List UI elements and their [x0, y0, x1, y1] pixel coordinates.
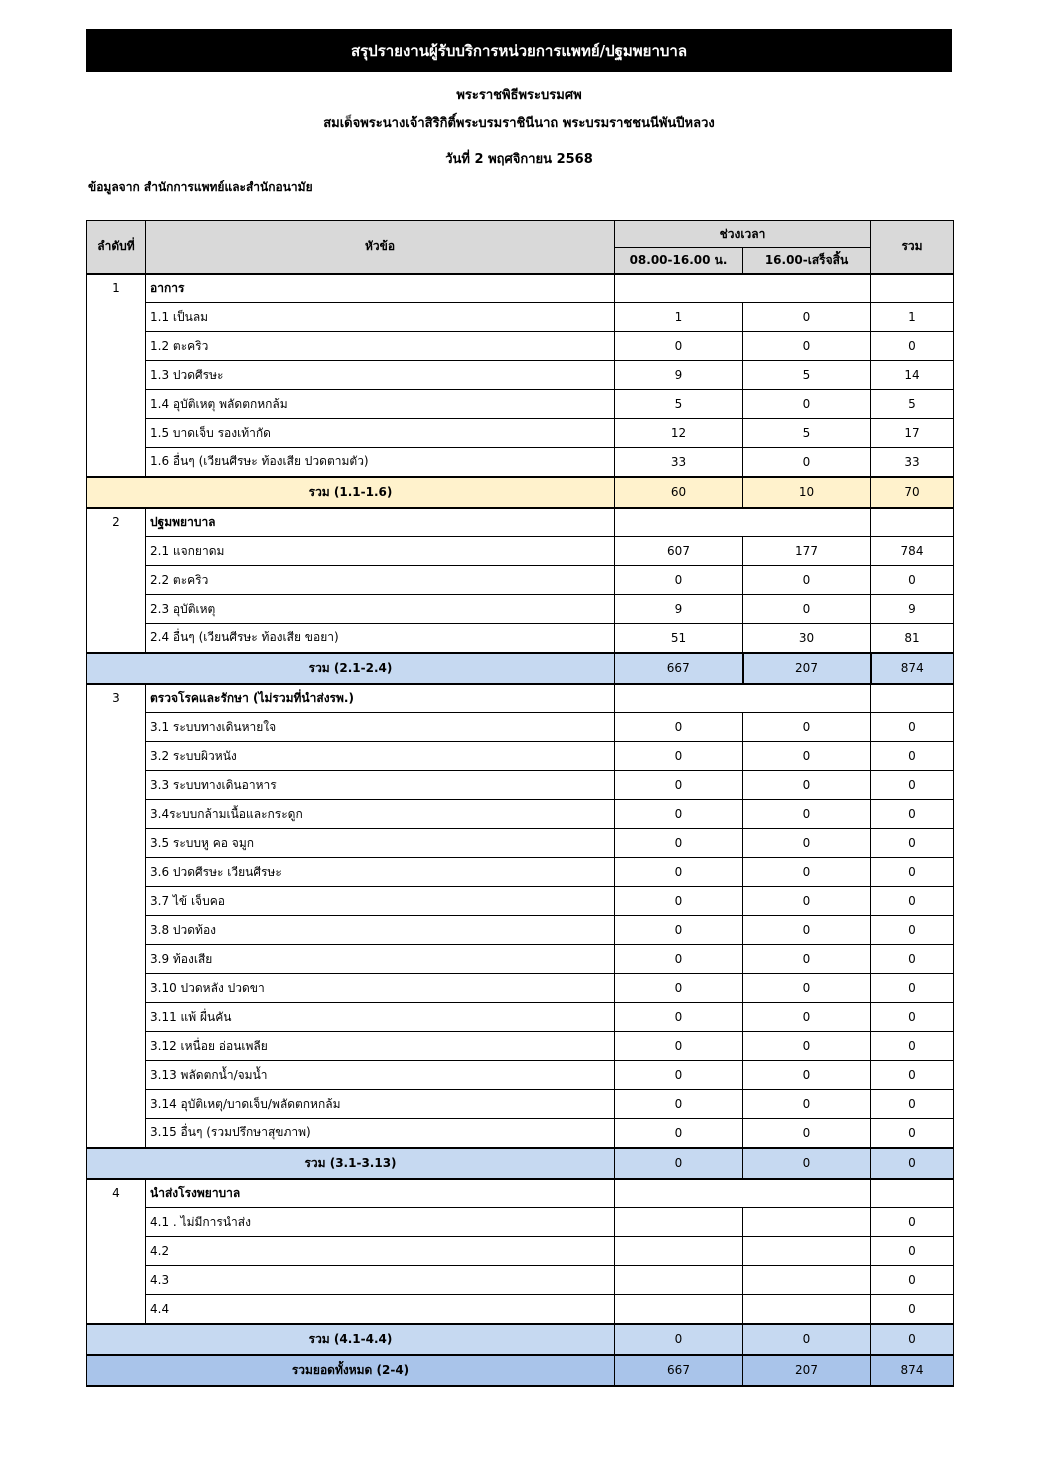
section-title: นำส่งโรงพยาบาล — [146, 1179, 615, 1208]
section-period-empty — [615, 274, 871, 303]
row-period-2: 0 — [743, 1061, 871, 1090]
table-row — [87, 390, 954, 419]
row-label: 4.3 — [146, 1266, 615, 1295]
row-period-2: 0 — [743, 887, 871, 916]
row-period-1 — [615, 1266, 743, 1295]
grand-total-row — [87, 1355, 954, 1386]
row-period-1: 9 — [615, 361, 743, 390]
row-period-1: 607 — [615, 537, 743, 566]
section-total-empty — [871, 274, 954, 303]
row-period-1: 0 — [615, 742, 743, 771]
row-period-1: 0 — [615, 974, 743, 1003]
grand-total-label: รวมยอดทั้งหมด (2-4) — [87, 1355, 615, 1386]
row-period-2: 0 — [743, 303, 871, 332]
table-row — [87, 916, 954, 945]
row-total: 0 — [871, 332, 954, 361]
row-period-2 — [743, 1208, 871, 1237]
row-label: 3.6 ปวดศีรษะ เวียนศีรษะ — [146, 858, 615, 887]
table-row — [87, 858, 954, 887]
row-total: 0 — [871, 1003, 954, 1032]
row-total: 0 — [871, 916, 954, 945]
row-period-2: 0 — [743, 1003, 871, 1032]
table-row — [87, 1119, 954, 1148]
row-period-1: 0 — [615, 800, 743, 829]
subtotal-total: 0 — [871, 1148, 954, 1179]
subtotal-row — [87, 1148, 954, 1179]
row-period-1: 0 — [615, 1119, 743, 1148]
row-total: 0 — [871, 1061, 954, 1090]
table-row — [87, 1237, 954, 1266]
table-row — [87, 1208, 954, 1237]
row-label: 1.2 ตะคริว — [146, 332, 615, 361]
row-total: 0 — [871, 1090, 954, 1119]
row-total: 81 — [871, 624, 954, 653]
table-row — [87, 448, 954, 477]
summary-table — [86, 220, 954, 1387]
row-period-2: 0 — [743, 713, 871, 742]
row-period-1: 0 — [615, 916, 743, 945]
subtotal-total: 0 — [871, 1324, 954, 1355]
header-no: ลำดับที่ — [87, 221, 146, 274]
row-label: 2.1 แจกยาดม — [146, 537, 615, 566]
table-row — [87, 974, 954, 1003]
row-period-2: 0 — [743, 390, 871, 419]
row-period-1: 1 — [615, 303, 743, 332]
row-period-1: 0 — [615, 1061, 743, 1090]
row-period-2: 0 — [743, 1119, 871, 1148]
row-period-1 — [615, 1237, 743, 1266]
table-row — [87, 1266, 954, 1295]
report-source: ข้อมูลจาก สำนักการแพทย์และสำนักอนามัย — [88, 180, 313, 194]
row-period-2: 0 — [743, 829, 871, 858]
section-number: 3 — [87, 684, 146, 1148]
table-row — [87, 566, 954, 595]
section-title: ตรวจโรคและรักษา (ไม่รวมที่นำส่งรพ.) — [146, 684, 615, 713]
table-row — [87, 1032, 954, 1061]
row-period-1: 0 — [615, 332, 743, 361]
row-label: 3.9 ท้องเสีย — [146, 945, 615, 974]
row-total: 0 — [871, 945, 954, 974]
row-period-1 — [615, 1295, 743, 1324]
row-total: 0 — [871, 800, 954, 829]
row-total: 0 — [871, 742, 954, 771]
table-row — [87, 595, 954, 624]
row-total: 0 — [871, 713, 954, 742]
row-label: 3.4ระบบกล้ามเนื้อและกระดูก — [146, 800, 615, 829]
row-period-2: 177 — [743, 537, 871, 566]
row-label: 4.4 — [146, 1295, 615, 1324]
row-total: 5 — [871, 390, 954, 419]
row-label: 3.3 ระบบทางเดินอาหาร — [146, 771, 615, 800]
row-label: 1.1 เป็นลม — [146, 303, 615, 332]
row-label: 1.6 อื่นๆ (เวียนศีรษะ ท้องเสีย ปวดตามตัว) — [146, 448, 615, 477]
section-row — [87, 508, 954, 537]
subtotal-period-2: 10 — [743, 477, 871, 508]
row-total: 1 — [871, 303, 954, 332]
row-total: 0 — [871, 1208, 954, 1237]
row-period-1: 0 — [615, 1032, 743, 1061]
table-row — [87, 332, 954, 361]
report-date: วันที่ 2 พฤศจิกายน 2568 — [445, 152, 593, 167]
subtotal-row — [87, 1324, 954, 1355]
row-total: 0 — [871, 1266, 954, 1295]
row-period-2: 0 — [743, 1090, 871, 1119]
row-period-1: 5 — [615, 390, 743, 419]
row-total: 0 — [871, 829, 954, 858]
grand-total-total: 874 — [871, 1355, 954, 1386]
row-total: 0 — [871, 1032, 954, 1061]
subtotal-row — [87, 477, 954, 508]
section-row — [87, 1179, 954, 1208]
subtotal-period-1: 60 — [615, 477, 743, 508]
row-period-2: 5 — [743, 361, 871, 390]
table-row — [87, 800, 954, 829]
table-row — [87, 1295, 954, 1324]
row-total: 0 — [871, 887, 954, 916]
section-row — [87, 684, 954, 713]
table-row — [87, 624, 954, 653]
section-period-empty — [615, 1179, 871, 1208]
row-total: 0 — [871, 566, 954, 595]
subtotal-label: รวม (1.1-1.6) — [87, 477, 615, 508]
row-period-2: 0 — [743, 1032, 871, 1061]
row-period-2: 0 — [743, 945, 871, 974]
row-label: 3.15 อื่นๆ (รวมปรึกษาสุขภาพ) — [146, 1119, 615, 1148]
table-row — [87, 945, 954, 974]
row-label: 4.2 — [146, 1237, 615, 1266]
row-label: 3.7 ไข้ เจ็บคอ — [146, 887, 615, 916]
row-label: 3.5 ระบบหู คอ จมูก — [146, 829, 615, 858]
row-label: 1.4 อุบัติเหตุ พลัดตกหกล้ม — [146, 390, 615, 419]
row-period-1: 12 — [615, 419, 743, 448]
row-period-2 — [743, 1266, 871, 1295]
section-number: 2 — [87, 508, 146, 653]
section-total-empty — [871, 1179, 954, 1208]
row-label: 1.5 บาดเจ็บ รองเท้ากัด — [146, 419, 615, 448]
row-period-2: 5 — [743, 419, 871, 448]
table-row — [87, 1090, 954, 1119]
row-period-1: 9 — [615, 595, 743, 624]
row-label: 3.12 เหนื่อย อ่อนเพลีย — [146, 1032, 615, 1061]
row-period-2: 0 — [743, 566, 871, 595]
subtotal-total: 70 — [871, 477, 954, 508]
subtotal-period-1: 0 — [615, 1148, 743, 1179]
row-period-1: 33 — [615, 448, 743, 477]
subtotal-period-2: 0 — [743, 1148, 871, 1179]
row-total: 0 — [871, 974, 954, 1003]
row-total: 784 — [871, 537, 954, 566]
row-period-2 — [743, 1295, 871, 1324]
report-title: สรุปรายงานผู้รับบริการหน่วยการแพทย์/ปฐมพยาบาล — [86, 29, 952, 72]
row-label: 3.13 พลัดตกน้ำ/จมน้ำ — [146, 1061, 615, 1090]
row-label: 3.2 ระบบผิวหนัง — [146, 742, 615, 771]
row-period-1: 0 — [615, 1003, 743, 1032]
subtotal-row — [87, 653, 954, 684]
row-period-2: 0 — [743, 858, 871, 887]
header-topic: หัวข้อ — [146, 221, 615, 274]
subtotal-period-1: 667 — [615, 653, 743, 684]
table-row — [87, 829, 954, 858]
subtotal-label: รวม (4.1-4.4) — [87, 1324, 615, 1355]
row-total: 0 — [871, 858, 954, 887]
row-label: 3.11 แพ้ ผื่นคัน — [146, 1003, 615, 1032]
row-period-2: 0 — [743, 742, 871, 771]
row-total: 0 — [871, 1295, 954, 1324]
subtotal-period-2: 0 — [743, 1324, 871, 1355]
report-subtitle-2: สมเด็จพระนางเจ้าสิริกิติ์พระบรมราชินีนาถ พระบรมราชชนนีพันปีหลวง — [323, 116, 715, 131]
row-total: 9 — [871, 595, 954, 624]
row-period-1 — [615, 1208, 743, 1237]
table-row — [87, 742, 954, 771]
table-row — [87, 713, 954, 742]
table-row — [87, 887, 954, 916]
row-period-1: 0 — [615, 771, 743, 800]
row-period-1: 0 — [615, 829, 743, 858]
row-period-2: 0 — [743, 595, 871, 624]
row-period-2: 0 — [743, 974, 871, 1003]
section-period-empty — [615, 684, 871, 713]
section-total-empty — [871, 684, 954, 713]
section-row — [87, 274, 954, 303]
table-row — [87, 419, 954, 448]
subtotal-label: รวม (2.1-2.4) — [87, 653, 615, 684]
row-total: 17 — [871, 419, 954, 448]
section-number: 4 — [87, 1179, 146, 1324]
row-period-1: 0 — [615, 887, 743, 916]
section-total-empty — [871, 508, 954, 537]
row-period-2: 0 — [743, 916, 871, 945]
report-subtitle-1: พระราชพิธีพระบรมศพ — [456, 88, 582, 103]
row-total: 14 — [871, 361, 954, 390]
table-row — [87, 361, 954, 390]
row-period-1: 51 — [615, 624, 743, 653]
row-period-2: 0 — [743, 771, 871, 800]
row-label: 3.14 อุบัติเหตุ/บาดเจ็บ/พลัดตกหกล้ม — [146, 1090, 615, 1119]
row-period-1: 0 — [615, 858, 743, 887]
row-total: 0 — [871, 1237, 954, 1266]
row-label: 2.2 ตะคริว — [146, 566, 615, 595]
subtotal-period-2: 207 — [743, 653, 871, 684]
row-period-1: 0 — [615, 945, 743, 974]
table-row — [87, 771, 954, 800]
row-period-2 — [743, 1237, 871, 1266]
header-period-1: 08.00-16.00 น. — [615, 248, 743, 274]
grand-total-period-1: 667 — [615, 1355, 743, 1386]
row-total: 0 — [871, 1119, 954, 1148]
row-total: 0 — [871, 771, 954, 800]
row-label: 3.10 ปวดหลัง ปวดขา — [146, 974, 615, 1003]
row-label: 2.3 อุบัติเหตุ — [146, 595, 615, 624]
header-period: ช่วงเวลา — [615, 221, 871, 248]
row-total: 33 — [871, 448, 954, 477]
row-period-1: 0 — [615, 1090, 743, 1119]
section-number: 1 — [87, 274, 146, 477]
table-row — [87, 303, 954, 332]
section-title: ปฐมพยาบาล — [146, 508, 615, 537]
header-period-2: 16.00-เสร็จสิ้น — [743, 248, 871, 274]
section-period-empty — [615, 508, 871, 537]
table-row — [87, 1061, 954, 1090]
row-period-2: 30 — [743, 624, 871, 653]
table-row — [87, 1003, 954, 1032]
row-period-1: 0 — [615, 713, 743, 742]
row-period-2: 0 — [743, 800, 871, 829]
row-label: 3.1 ระบบทางเดินหายใจ — [146, 713, 615, 742]
subtotal-period-1: 0 — [615, 1324, 743, 1355]
row-period-2: 0 — [743, 448, 871, 477]
section-title: อาการ — [146, 274, 615, 303]
row-label: 3.8 ปวดท้อง — [146, 916, 615, 945]
subtotal-total: 874 — [871, 653, 954, 684]
row-label: 2.4 อื่นๆ (เวียนศีรษะ ท้องเสีย ขอยา) — [146, 624, 615, 653]
row-period-1: 0 — [615, 566, 743, 595]
row-label: 1.3 ปวดศีรษะ — [146, 361, 615, 390]
row-period-2: 0 — [743, 332, 871, 361]
grand-total-period-2: 207 — [743, 1355, 871, 1386]
header-total: รวม — [871, 221, 954, 274]
subtotal-label: รวม (3.1-3.13) — [87, 1148, 615, 1179]
table-body — [87, 274, 954, 1386]
table-row — [87, 537, 954, 566]
row-label: 4.1 . ไม่มีการนำส่ง — [146, 1208, 615, 1237]
